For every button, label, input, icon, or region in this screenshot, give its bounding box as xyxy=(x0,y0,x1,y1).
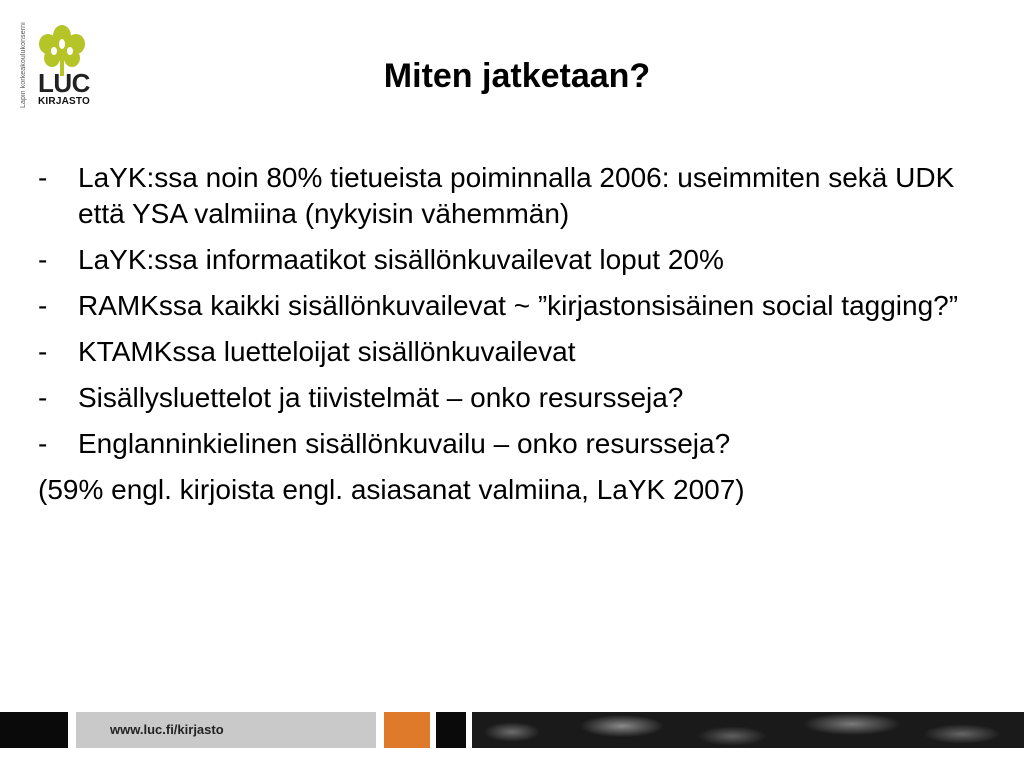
logo-vertical-text: Lapin korkeakoulukonserni xyxy=(20,22,27,108)
footer-orange-block xyxy=(384,712,430,748)
bullet-text: Sisällysluettelot ja tiivistelmät – onko resursseja? xyxy=(78,382,684,413)
bullet-text: LaYK:ssa noin 80% tietueista poiminnalla 2006: useimmiten sekä UDK että YSA valmiina (nykyisin vähemmän) xyxy=(78,162,955,229)
bullet-text: KTAMKssa luetteloijat sisällönkuvailevat xyxy=(78,336,576,367)
bullet-item xyxy=(38,334,998,370)
bullet-marker: - xyxy=(38,428,48,459)
footer-black-block xyxy=(436,712,466,748)
bullet-item xyxy=(38,426,998,462)
bullet-text: RAMKssa kaikki sisällönkuvailevat ~ ”kirjastonsisäinen social tagging?” xyxy=(78,290,959,321)
bullet-text: Englanninkielinen sisällönkuvailu – onko resursseja? xyxy=(78,428,731,459)
bullet-text: LaYK:ssa informaatikot sisällönkuvailevat loput 20% xyxy=(78,244,724,275)
bullet-marker: - xyxy=(38,244,48,275)
footer-rock-image xyxy=(472,712,1024,748)
slide-content xyxy=(38,160,998,508)
bullet-item xyxy=(38,288,998,324)
logo-kirjasto-text: KIRJASTO xyxy=(38,96,90,107)
bullet-item xyxy=(38,242,998,278)
bullet-item xyxy=(38,160,998,232)
bullet-marker: - xyxy=(38,382,48,413)
bullet-marker: - xyxy=(38,290,48,321)
footer-black-block xyxy=(0,712,68,748)
bullet-item xyxy=(38,380,998,416)
bullet-marker: - xyxy=(38,336,48,367)
slide-title: Miten jatketaan? xyxy=(383,57,651,95)
logo-luc-text: LUC xyxy=(38,68,90,98)
footer-bar xyxy=(0,712,1024,748)
bullet-marker: - xyxy=(38,162,48,193)
slide-note: (59% engl. kirjoista engl. asiasanat valmiina, LaYK 2007) xyxy=(38,474,745,505)
footer-url: www.luc.fi/kirjasto xyxy=(110,722,224,737)
